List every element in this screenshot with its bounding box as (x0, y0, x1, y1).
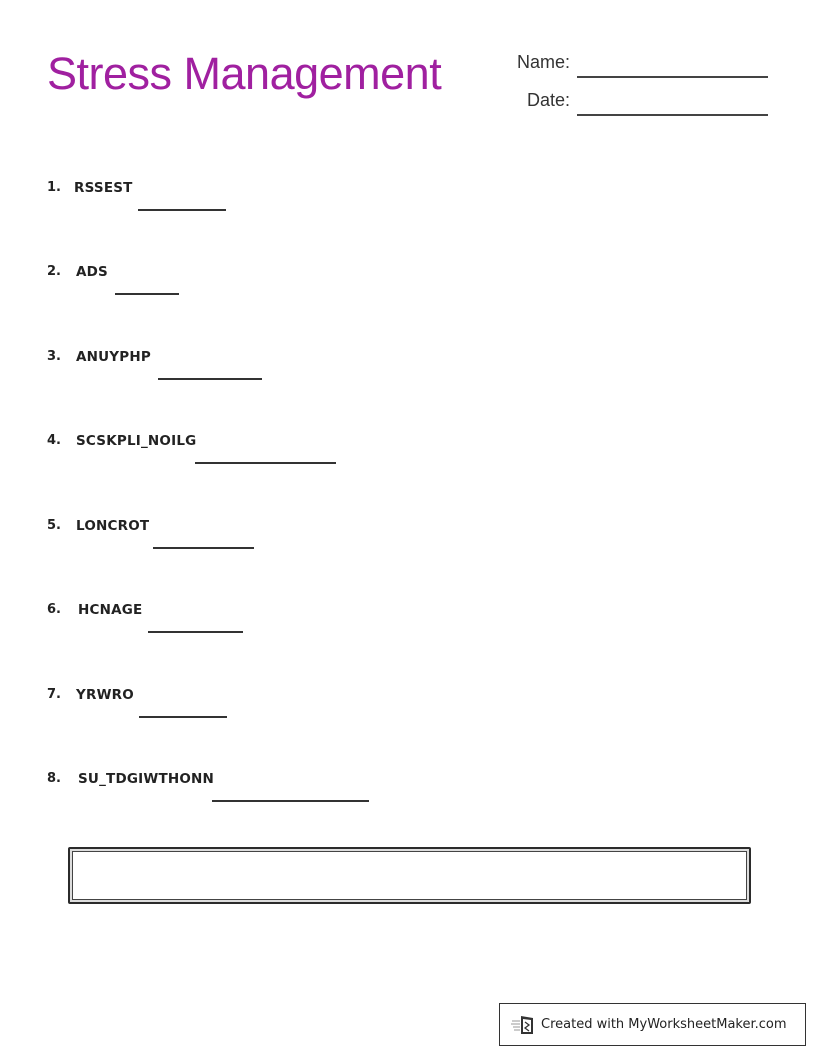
answer-blank[interactable] (195, 462, 336, 464)
question-number: 6. (47, 602, 61, 617)
answer-blank[interactable] (158, 378, 262, 380)
question-number: 2. (47, 264, 61, 279)
answer-blank[interactable] (148, 631, 243, 633)
question-number: 3. (47, 349, 61, 364)
answer-blank[interactable] (138, 209, 226, 211)
question-number: 7. (47, 687, 61, 702)
question-number: 8. (47, 771, 61, 786)
footer-text: Created with MyWorksheetMaker.com (541, 1017, 787, 1032)
page-title: Stress Management (47, 48, 442, 99)
scrambled-word: ANUYPHP (76, 349, 151, 365)
worksheet-logo-icon (511, 1014, 537, 1036)
scrambled-word: SU_TDGIWTHONN (78, 771, 215, 787)
answer-blank[interactable] (115, 293, 179, 295)
scrambled-word: RSSEST (74, 180, 133, 196)
question-number: 5. (47, 518, 61, 533)
question-number: 1. (47, 180, 61, 195)
date-label: Date: (526, 90, 570, 110)
scrambled-word: SCSKPLI_NOILG (76, 433, 197, 449)
name-label: Name: (516, 52, 570, 72)
answer-blank[interactable] (139, 716, 227, 718)
answer-blank[interactable] (153, 547, 254, 549)
answer-blank[interactable] (212, 800, 369, 802)
name-field[interactable] (577, 76, 768, 78)
scrambled-word: LONCROT (76, 518, 150, 534)
footer-credit[interactable] (499, 1003, 806, 1046)
question-number: 4. (47, 433, 61, 448)
word-bank-box (68, 847, 751, 904)
scrambled-word: ADS (76, 264, 108, 280)
scrambled-word: HCNAGE (78, 602, 143, 618)
scrambled-word: YRWRO (76, 687, 134, 703)
date-field[interactable] (577, 114, 768, 116)
